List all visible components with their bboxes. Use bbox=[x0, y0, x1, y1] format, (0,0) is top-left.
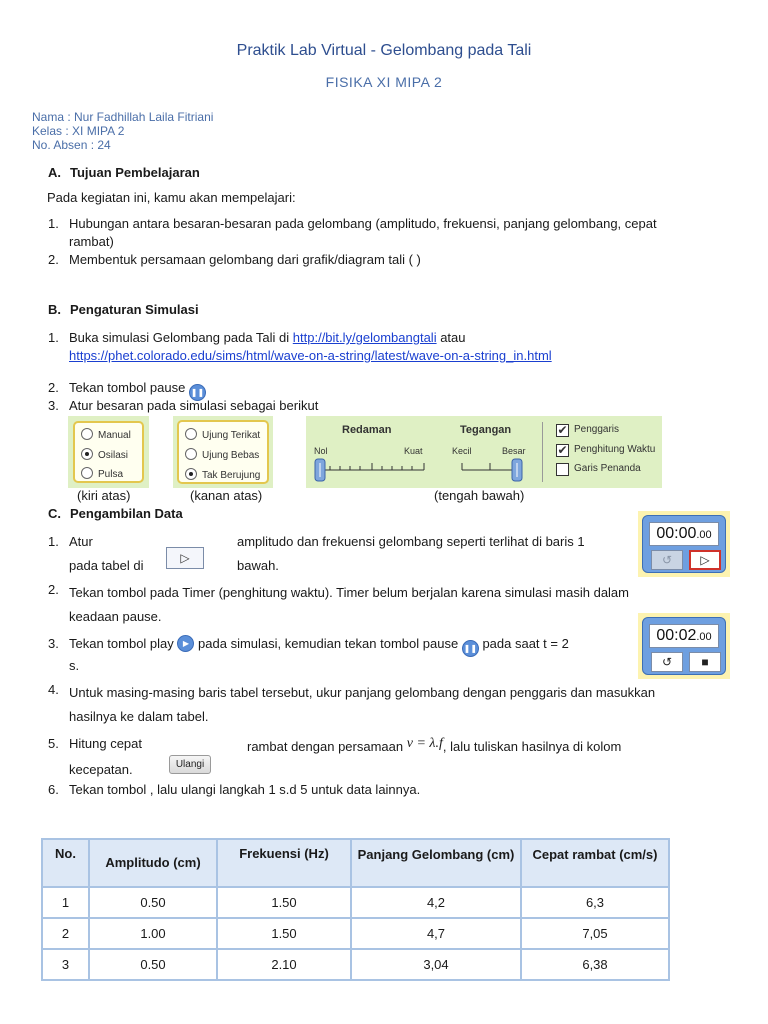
a-item-1-number: 1. bbox=[48, 216, 59, 231]
play-step-button[interactable]: ▷ bbox=[166, 547, 204, 569]
tension-label: Tegangan bbox=[460, 424, 512, 436]
c-step-5-b-text: rambat dengan persamaan bbox=[247, 739, 404, 754]
c-step-3-c: pada saat t = 2 bbox=[482, 636, 569, 651]
damping-min-label: Nol bbox=[314, 446, 328, 456]
radio-icon bbox=[81, 428, 93, 440]
c-step-1-number: 1. bbox=[48, 534, 59, 549]
page-title: Praktik Lab Virtual - Gelombang pada Tali bbox=[236, 42, 532, 59]
b-item-1 bbox=[69, 329, 552, 365]
a-item-2-number: 2. bbox=[48, 252, 59, 267]
cell-amplitudo: 0.50 bbox=[89, 887, 217, 918]
c-step-4-line2: hasilnya ke dalam tabel. bbox=[69, 709, 209, 724]
section-c-title: Pengambilan Data bbox=[70, 506, 183, 521]
table-row bbox=[42, 949, 669, 980]
c-step-4 bbox=[69, 681, 655, 729]
radio-icon bbox=[185, 448, 197, 460]
stop-icon[interactable]: ■ bbox=[689, 652, 721, 672]
ulangi-button[interactable]: Ulangi bbox=[169, 755, 211, 774]
cell-amplitudo: 1.00 bbox=[89, 918, 217, 949]
cell-panjang: 3,04 bbox=[351, 949, 521, 980]
section-b-letter: B. bbox=[48, 302, 61, 317]
unchecked-box-icon bbox=[556, 463, 569, 476]
cell-amplitudo: 0.50 bbox=[89, 949, 217, 980]
checkbox-label: Penghitung Waktu bbox=[574, 444, 656, 455]
a-item-1-line2: rambat) bbox=[69, 234, 114, 249]
cell-cepat: 6,3 bbox=[521, 887, 669, 918]
slider-panel bbox=[306, 416, 662, 488]
b-item-1-text: Buka simulasi Gelombang pada Tali di bbox=[69, 330, 293, 345]
c-step-2-number: 2. bbox=[48, 582, 59, 597]
c-step-3-number: 3. bbox=[48, 636, 59, 651]
timer-fraction: .00 bbox=[696, 631, 712, 643]
cell-no: 2 bbox=[42, 918, 89, 949]
b-item-1-number: 1. bbox=[48, 330, 59, 345]
damping-slider[interactable] bbox=[312, 456, 430, 484]
check-icon: ✔ bbox=[557, 443, 568, 457]
radio-icon bbox=[81, 467, 93, 479]
mode-option-manual[interactable] bbox=[81, 428, 131, 441]
cell-cepat: 7,05 bbox=[521, 918, 669, 949]
section-a-title: Tujuan Pembelajaran bbox=[70, 165, 200, 180]
play-icon[interactable]: ▷ bbox=[689, 550, 721, 570]
end-option-terikat[interactable] bbox=[185, 428, 260, 441]
caption-middle: (tengah bawah) bbox=[434, 488, 525, 503]
mode-option-label: Osilasi bbox=[98, 450, 129, 461]
header-amplitudo: Amplitudo (cm) bbox=[89, 839, 217, 887]
student-name: Nama : Nur Fadhillah Laila Fitriani bbox=[32, 110, 214, 124]
mode-panel bbox=[68, 416, 149, 488]
timer-running bbox=[638, 613, 730, 679]
checkbox-label: Penggaris bbox=[574, 424, 620, 435]
c-step-6: Tekan tombol , lalu ulangi langkah 1 s.d 5 untuk data lainnya. bbox=[69, 782, 421, 797]
cell-panjang: 4,2 bbox=[351, 887, 521, 918]
cell-no: 3 bbox=[42, 949, 89, 980]
c-step-2-line1: Tekan tombol pada Timer (penghitung waktu). Timer belum berjalan karena simulasi masih dalam bbox=[69, 585, 629, 600]
c-step-2 bbox=[69, 581, 629, 629]
bitly-link[interactable]: http://bit.ly/gelombangtali bbox=[292, 330, 437, 345]
a-item-2: Membentuk persamaan gelombang dari grafik/diagram tali ( ) bbox=[69, 252, 421, 267]
tension-max-label: Besar bbox=[502, 446, 526, 456]
check-icon: ✔ bbox=[557, 423, 568, 437]
mode-radio-group bbox=[73, 421, 144, 483]
mode-option-label: Manual bbox=[98, 430, 131, 441]
cell-frekuensi: 1.50 bbox=[217, 918, 351, 949]
table-row bbox=[42, 887, 669, 918]
c-step-1-b: amplitudo dan frekuensi gelombang seperti terlihat di baris 1 bbox=[237, 534, 585, 549]
damping-label: Redaman bbox=[342, 424, 392, 436]
radio-selected-icon bbox=[185, 468, 197, 480]
checkbox-marker[interactable] bbox=[556, 463, 641, 474]
c-step-3-a: Tekan tombol play bbox=[69, 636, 174, 651]
panel-divider bbox=[542, 422, 543, 482]
reset-icon[interactable]: ↺ bbox=[651, 550, 683, 570]
checkbox-ruler[interactable] bbox=[556, 424, 619, 435]
end-option-label: Tak Berujung bbox=[202, 470, 261, 481]
cell-no: 1 bbox=[42, 887, 89, 918]
end-option-label: Ujung Terikat bbox=[202, 430, 261, 441]
cell-frekuensi: 2.10 bbox=[217, 949, 351, 980]
section-c-heading bbox=[48, 506, 183, 521]
header-frekuensi: Frekuensi (Hz) bbox=[217, 839, 351, 887]
c-step-4-line1: Untuk masing-masing baris tabel tersebut, ukur panjang gelombang dengan penggaris dan masukkan bbox=[69, 685, 656, 700]
timer-display bbox=[649, 624, 719, 648]
c-step-5-c: , lalu tuliskan hasilnya di kolom bbox=[442, 739, 622, 754]
c-step-5-d: kecepatan. bbox=[69, 762, 133, 777]
student-absen: No. Absen : 24 bbox=[32, 138, 111, 152]
mode-option-pulsa[interactable] bbox=[81, 467, 123, 480]
timer-main: 00:02 bbox=[656, 627, 697, 644]
section-b-heading bbox=[48, 302, 199, 317]
end-panel bbox=[173, 416, 273, 488]
header-cepat: Cepat rambat (cm/s) bbox=[521, 839, 669, 887]
cell-frekuensi: 1.50 bbox=[217, 887, 351, 918]
tension-min-label: Kecil bbox=[452, 446, 472, 456]
table-header-row bbox=[42, 839, 669, 887]
checkbox-label: Garis Penanda bbox=[574, 463, 641, 474]
pause-icon: ❚❚ bbox=[189, 384, 206, 401]
timer-display bbox=[649, 522, 719, 546]
reset-icon[interactable]: ↺ bbox=[651, 652, 683, 672]
tension-slider[interactable] bbox=[456, 456, 532, 484]
c-step-5-number: 5. bbox=[48, 736, 59, 751]
section-c-letter: C. bbox=[48, 506, 61, 521]
c-step-3-d: s. bbox=[69, 658, 80, 673]
page-subtitle: FISIKA XI MIPA 2 bbox=[325, 74, 443, 90]
c-step-3 bbox=[69, 635, 569, 657]
c-step-1-d: bawah. bbox=[237, 558, 279, 573]
c-step-4-number: 4. bbox=[48, 682, 59, 697]
end-option-label: Ujung Bebas bbox=[202, 450, 260, 461]
c-step-5-b bbox=[247, 735, 621, 756]
mode-option-osilasi[interactable] bbox=[81, 448, 128, 461]
phet-link[interactable]: https://phet.colorado.edu/sims/html/wave-on-a-string/latest/wave-on-a-string_in.html bbox=[69, 348, 552, 363]
pause-icon: ❚❚ bbox=[462, 640, 479, 657]
header-no: No. bbox=[42, 839, 89, 887]
b-item-2-text: Tekan tombol pause bbox=[69, 380, 186, 395]
caption-right: (kanan atas) bbox=[190, 488, 263, 503]
b-item-3-number: 3. bbox=[48, 398, 59, 413]
cell-cepat: 6,38 bbox=[521, 949, 669, 980]
timer-paused bbox=[638, 511, 730, 577]
end-option-tak-berujung[interactable] bbox=[185, 468, 260, 481]
mode-option-label: Pulsa bbox=[98, 469, 124, 480]
table-row bbox=[42, 918, 669, 949]
c-step-5-a: Hitung cepat bbox=[69, 736, 142, 751]
caption-left: (kiri atas) bbox=[77, 488, 131, 503]
end-radio-group bbox=[177, 420, 269, 484]
student-class: Kelas : XI MIPA 2 bbox=[32, 124, 125, 138]
radio-selected-icon bbox=[81, 448, 93, 460]
section-a-letter: A. bbox=[48, 165, 61, 180]
timer-main: 00:00 bbox=[656, 525, 697, 542]
b-item-3: Atur besaran pada simulasi sebagai berikut bbox=[69, 398, 319, 413]
damping-max-label: Kuat bbox=[404, 446, 423, 456]
cell-panjang: 4,7 bbox=[351, 918, 521, 949]
a-item-1 bbox=[69, 215, 657, 251]
b-item-2-number: 2. bbox=[48, 380, 59, 395]
section-a-intro: Pada kegiatan ini, kamu akan mempelajari: bbox=[47, 190, 296, 205]
data-table bbox=[41, 838, 670, 981]
c-step-2-line2: keadaan pause. bbox=[69, 609, 162, 624]
play-icon: ▶ bbox=[177, 635, 194, 652]
formula: v = λ.f bbox=[406, 736, 443, 751]
radio-icon bbox=[185, 428, 197, 440]
section-a-heading bbox=[48, 165, 200, 180]
c-step-1-c: pada tabel di bbox=[69, 558, 144, 573]
c-step-1-a: Atur bbox=[69, 534, 93, 549]
b-item-1-or: atau bbox=[436, 330, 466, 345]
section-b-title: Pengaturan Simulasi bbox=[70, 302, 199, 317]
timer-fraction: .00 bbox=[696, 529, 712, 541]
c-step-3-b: pada simulasi, kemudian tekan tombol pause bbox=[198, 636, 459, 651]
a-item-1-line1: Hubungan antara besaran-besaran pada gelombang (amplitudo, frekuensi, panjang gelombang, cepat bbox=[69, 216, 657, 231]
end-option-bebas[interactable] bbox=[185, 448, 259, 461]
checkbox-timer[interactable] bbox=[556, 444, 655, 455]
c-step-6-number: 6. bbox=[48, 782, 59, 797]
header-panjang: Panjang Gelombang (cm) bbox=[351, 839, 521, 887]
